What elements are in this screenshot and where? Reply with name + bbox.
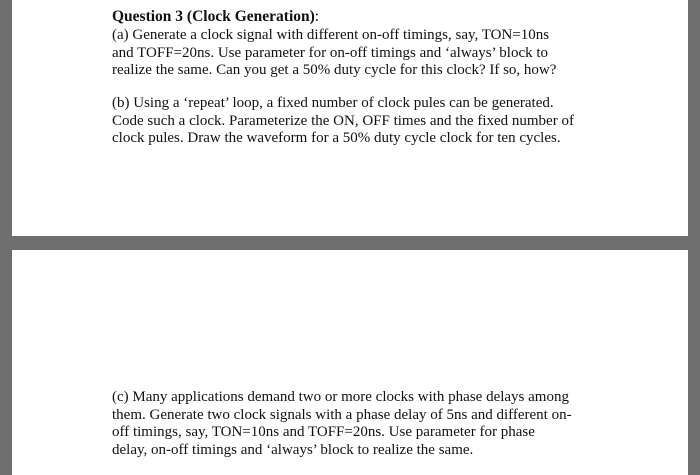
question-title bbox=[112, 8, 319, 26]
part-b-paragraph bbox=[112, 95, 574, 148]
part-b-line: (b) Using a ‘repeat’ loop, a fixed number of clock pules can be generated. bbox=[112, 95, 554, 111]
document-page-top bbox=[12, 0, 688, 236]
part-c-line: off timings, say, TON=10ns and TOFF=20ns. Use parameter for phase bbox=[112, 424, 535, 440]
part-c-line: them. Generate two clock signals with a phase delay of 5ns and different on- bbox=[112, 406, 572, 423]
question-title-colon: : bbox=[314, 8, 320, 25]
part-b-line: Code such a clock. Parameterize the ON, OFF times and the fixed number of bbox=[112, 112, 574, 129]
part-a-line: realize the same. Can you get a 50% duty cycle for this clock? If so, how? bbox=[112, 62, 557, 78]
part-c-line: delay, on-off timings and ‘always’ block to realize the same. bbox=[112, 441, 474, 458]
document-page-bottom bbox=[12, 250, 688, 475]
part-a-line: and TOFF=20ns. Use parameter for on-off timings and ‘always’ block to bbox=[112, 44, 549, 61]
part-c-line: (c) Many applications demand two or more clocks with phase delays among bbox=[112, 389, 569, 405]
part-c-paragraph bbox=[112, 389, 572, 459]
question-title-text: Question 3 (Clock Generation) bbox=[112, 8, 315, 25]
part-b-line: clock pules. Draw the waveform for a 50% duty cycle clock for ten cycles. bbox=[112, 130, 561, 146]
part-a-paragraph bbox=[112, 27, 556, 80]
part-a-line: (a) Generate a clock signal with different on-off timings, say, TON=10ns bbox=[112, 27, 550, 43]
